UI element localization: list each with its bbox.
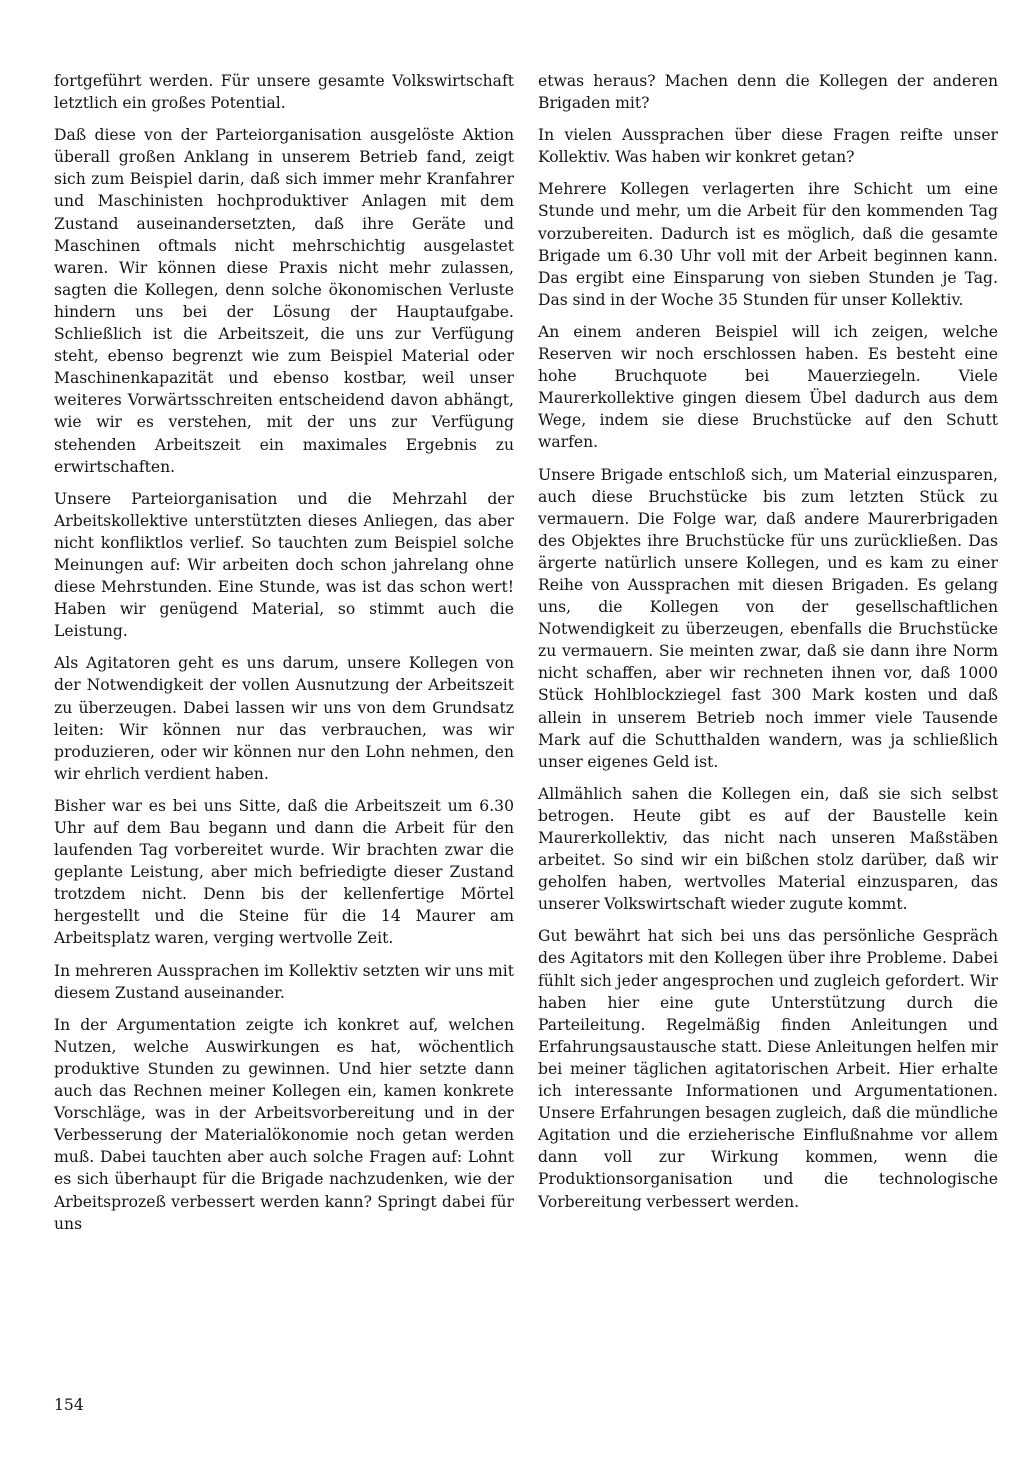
- paragraph: In vielen Aussprachen über diese Fragen reifte unser Kollektiv. Was haben wir konkret getan?: [538, 126, 998, 167]
- paragraph: Bisher war es bei uns Sitte, daß die Arbeitszeit um 6.30 Uhr auf dem Bau begann und dann die Arbeit für den laufenden Tag vorbereitet wurde. Wir brachten zwar die geplante Leistung, aber mich befriedigte dieser Zustand trotzdem nicht. Denn bis der kellenfertige Mörtel hergestellt und die Steine für die 14 Maurer am Arbeitsplatz waren, verging wertvolle Zeit.: [54, 796, 514, 948]
- paragraph: In mehreren Aussprachen im Kollektiv setzten wir uns mit diesem Zustand auseinander.: [54, 961, 514, 1002]
- paragraph: In der Argumentation zeigte ich konkret auf, welchen Nutzen, welche Auswirkungen es hat, wöchentlich produktive Stunden zu gewinnen. Und hier setzte dann auch das Rechnen meiner Kollegen ein, kamen konkrete Vorschläge, was in der Arbeitsvorbereitung und in der Verbesserung der Materialökonomie noch getan werden muß. Dabei tauchten aber auch solche Fragen auf: Lohnt es sich überhaupt für die Brigade nachzudenken, wie der Arbeitsprozeß verbessert werden kann? Springt dabei für uns: [54, 1015, 514, 1233]
- page-number: 154: [54, 1396, 84, 1414]
- paragraph: etwas heraus? Machen denn die Kollegen der anderen Brigaden mit?: [538, 72, 998, 113]
- right-column: [538, 70, 998, 1223]
- paragraph: Unsere Brigade entschloß sich, um Material einzusparen, auch diese Bruchstücke bis zum letzten Stück zu vermauern. Die Folge war, daß andere Maurerbrigaden des Objektes ihre Bruchstücke für uns zurückließen. Das ärgerte natürlich unsere Kollegen, und es kam zu einer Reihe von Aussprachen mit diesen Brigaden. Es gelang uns, die Kollegen von der gesellschaftlichen Notwendigkeit zu überzeugen, ebenfalls die Bruchstücke zu vermauern. Sie meinten zwar, daß sie dann ihre Norm nicht schaffen, aber wir rechneten ihnen vor, daß 1000 Stück Hohlblockziegel fast 300 Mark kosten und daß allein in unserem Betrieb noch immer viele Tausende Mark auf die Schutthalden wandern, was ja schließlich unser eigenes Geld ist.: [538, 465, 998, 771]
- left-column: [54, 70, 514, 1245]
- paragraph: An einem anderen Beispiel will ich zeigen, welche Reserven wir noch erschlossen haben. Es besteht eine hohe Bruchquote bei Mauerziegeln. Viele Maurerkollektive gingen diesem Übel dadurch aus dem Wege, indem sie diese Bruchstücke auf den Schutt warfen.: [538, 322, 998, 452]
- paragraph: Unsere Parteiorganisation und die Mehrzahl der Arbeitskollektive unterstützten dieses Anliegen, das aber nicht konfliktlos verlief. So tauchten zum Beispiel solche Meinungen auf: Wir arbeiten doch schon jahrelang ohne diese Mehrstunden. Eine Stunde, was ist das schon wert! Haben wir genügend Material, so stimmt auch die Leistung.: [54, 489, 514, 641]
- paragraph: Als Agitatoren geht es uns darum, unsere Kollegen von der Notwendigkeit der vollen Ausnutzung der Arbeitszeit zu überzeugen. Dabei lassen wir uns von dem Grundsatz leiten: Wir können nur das verbrauchen, was wir produzieren, oder wir können nur den Lohn nehmen, den wir ehrlich verdient haben.: [54, 654, 514, 783]
- paragraph: Daß diese von der Parteiorganisation ausgelöste Aktion überall großen Anklang in unserem Betrieb fand, zeigt sich zum Beispiel darin, daß sich immer mehr Kranfahrer und Maschinisten hochproduktiver Anlagen mit dem Zustand auseinandersetzten, daß ihre Geräte und Maschinen oftmals nicht mehrschichtig ausgelastet waren. Wir können diese Praxis nicht mehr zulassen, sagten die Kollegen, denn solche ökonomischen Verluste hindern uns bei der Lösung der Hauptaufgabe. Schließlich ist die Arbeitszeit, die uns zur Verfügung steht, ebenso begrenzt wie zum Beispiel Material oder Maschinenkapazität und ebenso kostbar, weil unser weiteres Vorwärtsschreiten entscheidend davon abhängt, wie wir es verstehen, mit der uns zur Verfügung stehenden Arbeitszeit ein maximales Ergebnis zu erwirtschaften.: [54, 126, 514, 476]
- paragraph: Gut bewährt hat sich bei uns das persönliche Gespräch des Agitators mit den Kollegen über ihre Probleme. Dabei fühlt sich jeder angesprochen und zugleich gefordert. Wir haben hier eine gute Unterstützung durch die Parteileitung. Regelmäßig finden Anleitungen und Erfahrungsaustausche statt. Diese Anleitungen helfen mir bei meiner täglichen agitatorischen Arbeit. Hier erhalte ich interessante Informationen und Argumentationen. Unsere Erfahrungen besagen zugleich, daß die mündliche Agitation und die erzieherische Einflußnahme vor allem dann voll zur Wirkung kommen, wenn die Produktionsorganisation und die technologische Vorbereitung verbessert werden.: [538, 927, 998, 1211]
- paragraph: Allmählich sahen die Kollegen ein, daß sie sich selbst betrogen. Heute gibt es auf der Baustelle kein Maurerkollektiv, das nicht nach unseren Maßstäben arbeitet. So sind wir ein bißchen stolz darüber, daß wir geholfen haben, wertvolles Material einzusparen, das unserer Volkswirtschaft wieder zugute kommt.: [538, 784, 998, 914]
- paragraph: fortgeführt werden. Für unsere gesamte Volkswirtschaft letztlich ein großes Potential.: [54, 72, 514, 113]
- paragraph: Mehrere Kollegen verlagerten ihre Schicht um eine Stunde und mehr, um die Arbeit für den kommenden Tag vorzubereiten. Dadurch ist es möglich, daß die gesamte Brigade um 6.30 Uhr voll mit der Arbeit beginnen kann. Das ergibt eine Einsparung von sieben Stunden je Tag. Das sind in der Woche 35 Stunden für unser Kollektiv.: [538, 180, 998, 309]
